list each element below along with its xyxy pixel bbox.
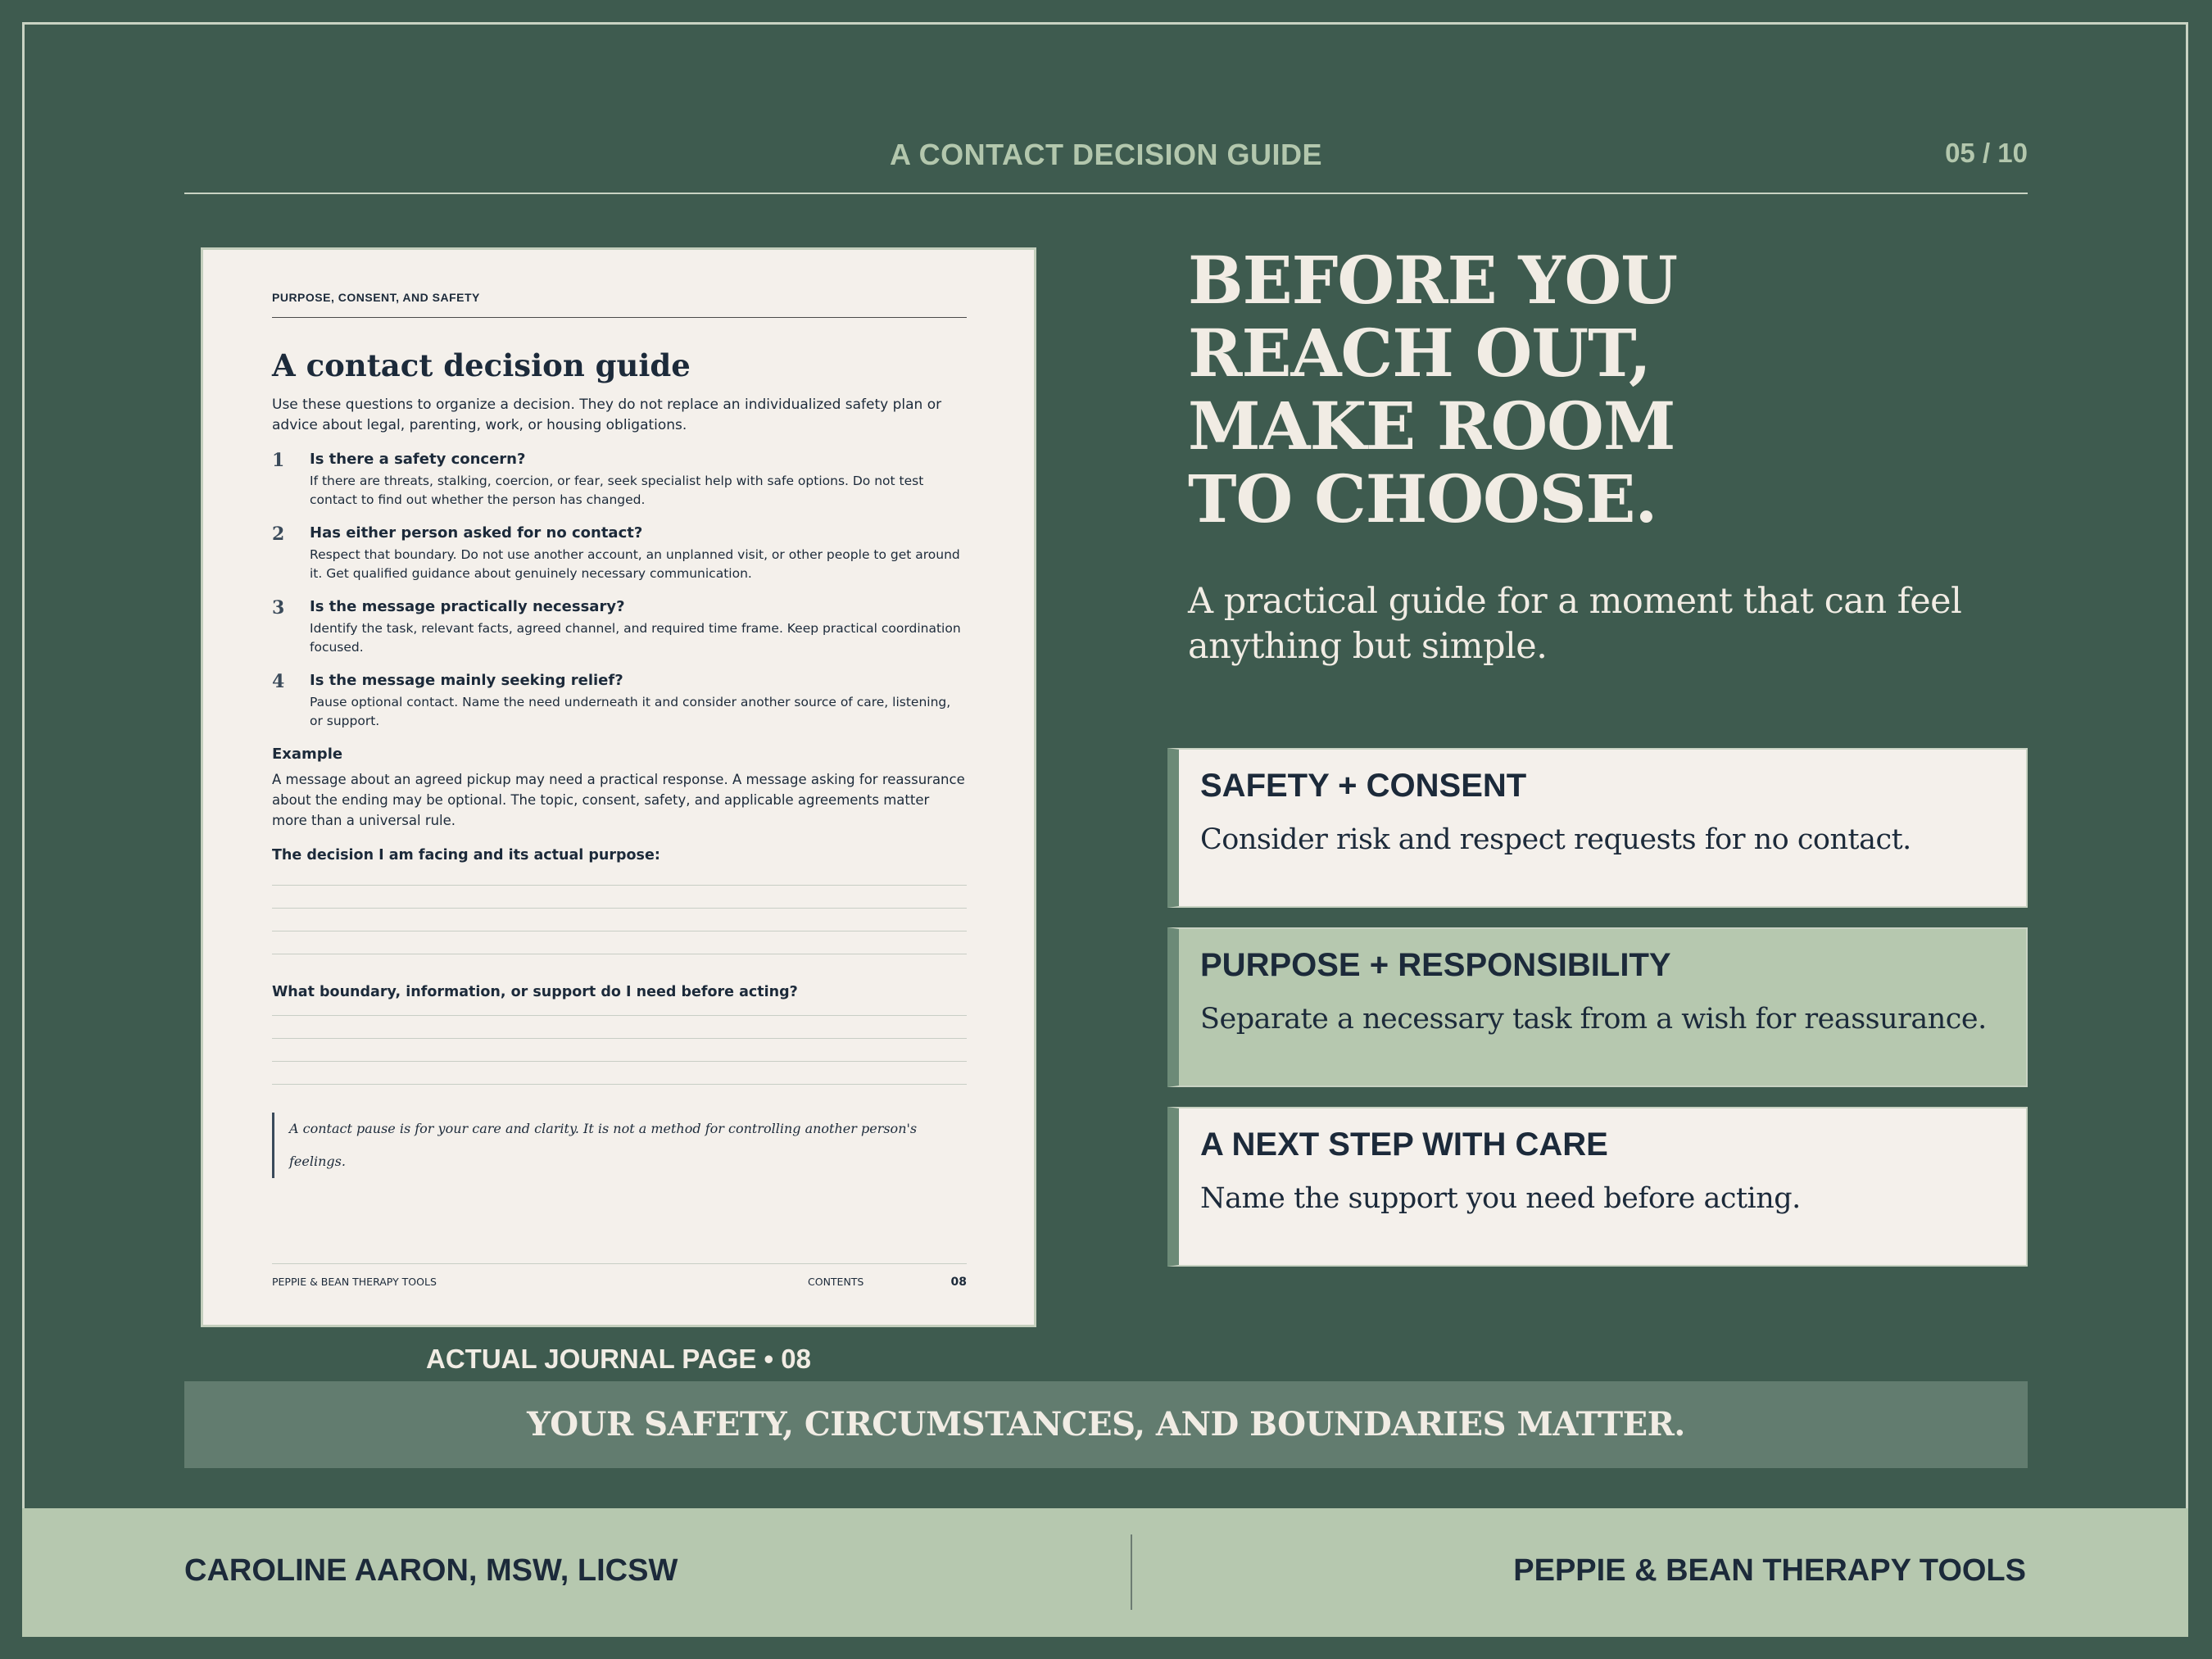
journal-footer-page-number: 08 bbox=[950, 1276, 967, 1289]
question-body: Pause optional contact. Name the need underneath it and consider another source of care, listening, or support. bbox=[310, 695, 951, 728]
question-body: Respect that boundary. Do not use another account, an unplanned visit, or other people to get around it. Get qualified guidance about genuinely necessary communication. bbox=[310, 547, 960, 581]
writing-prompt: The decision I am facing and its actual purpose: bbox=[272, 847, 660, 863]
question-number: 1 bbox=[272, 450, 285, 471]
writing-line bbox=[272, 908, 967, 909]
example-text: A message about an agreed pickup may need a practical response. A message asking for reassurance about the ending may be optional. The topic, consent, safety, and applicable agreements matter more than a universal rule. bbox=[272, 772, 965, 828]
journal-footer-brand: PEPPIE & BEAN THERAPY TOOLS bbox=[272, 1276, 437, 1288]
reassurance-banner: YOUR SAFETY, CIRCUMSTANCES, AND BOUNDARIES MATTER. bbox=[184, 1381, 2028, 1468]
journal-quote: A contact pause is for your care and clarity. It is not a method for controlling another person's feelings. bbox=[272, 1113, 967, 1178]
question-number: 4 bbox=[272, 671, 285, 692]
feature-card-purpose bbox=[1167, 927, 2028, 1087]
journal-kicker: PURPOSE, CONSENT, AND SAFETY bbox=[272, 291, 480, 304]
journal-kicker-rule bbox=[272, 317, 967, 318]
feature-card-body: Name the support you need before acting. bbox=[1200, 1182, 1801, 1215]
feature-card-title: PURPOSE + RESPONSIBILITY bbox=[1200, 947, 1671, 983]
slide-footer bbox=[22, 1508, 2188, 1637]
example-label: Example bbox=[272, 746, 343, 763]
question-body: Identify the task, relevant facts, agreed channel, and required time frame. Keep practical coordination focused. bbox=[310, 621, 961, 655]
question-title: Is the message mainly seeking relief? bbox=[310, 672, 623, 689]
slide-header-title: A CONTACT DECISION GUIDE bbox=[889, 138, 1322, 171]
journal-page-preview bbox=[201, 247, 1036, 1327]
subheadline: A practical guide for a moment that can feel anything but simple. bbox=[1188, 581, 1962, 667]
headline-line: REACH OUT, bbox=[1188, 315, 1651, 392]
writing-line bbox=[272, 885, 967, 886]
writing-line bbox=[272, 1084, 967, 1085]
feature-card-next-step bbox=[1167, 1107, 2028, 1267]
feature-card-safety bbox=[1167, 748, 2028, 908]
journal-intro: Use these questions to organize a decision. They do not replace an individualized safety plan or advice about legal, parenting, work, or housing obligations. bbox=[272, 397, 942, 433]
headline-line: BEFORE YOU bbox=[1188, 242, 1677, 319]
feature-card-body: Separate a necessary task from a wish for reassurance. bbox=[1200, 1003, 1987, 1036]
feature-card-body: Consider risk and respect requests for no contact. bbox=[1200, 823, 1911, 856]
writing-line bbox=[272, 1061, 967, 1062]
writing-line bbox=[272, 1038, 967, 1039]
headline bbox=[1188, 244, 1677, 536]
question-number: 3 bbox=[272, 597, 285, 619]
question-title: Has either person asked for no contact? bbox=[310, 524, 643, 542]
question-body: If there are threats, stalking, coercion, or fear, seek specialist help with safe options. Do not test contact to find out whether the person has changed. bbox=[310, 474, 924, 507]
headline-line: TO CHOOSE. bbox=[1188, 460, 1657, 537]
feature-card-title: A NEXT STEP WITH CARE bbox=[1200, 1126, 1608, 1163]
journal-title: A contact decision guide bbox=[272, 347, 691, 383]
journal-question bbox=[272, 451, 967, 510]
brand-name: PEPPIE & BEAN THERAPY TOOLS bbox=[1513, 1553, 2026, 1588]
writing-prompt: What boundary, information, or support do I need before acting? bbox=[272, 984, 798, 1000]
writing-line bbox=[272, 1015, 967, 1016]
feature-card-title: SAFETY + CONSENT bbox=[1200, 768, 1527, 804]
page-indicator: 05 / 10 bbox=[1945, 138, 2028, 168]
journal-question bbox=[272, 598, 967, 657]
journal-footer-contents: CONTENTS bbox=[808, 1276, 864, 1288]
question-title: Is there a safety concern? bbox=[310, 451, 526, 468]
question-title: Is the message practically necessary? bbox=[310, 598, 625, 615]
headline-line: MAKE ROOM bbox=[1188, 388, 1675, 465]
journal-page-caption: ACTUAL JOURNAL PAGE • 08 bbox=[426, 1344, 811, 1374]
header-divider bbox=[184, 193, 2028, 194]
footer-divider bbox=[1131, 1534, 1132, 1610]
author-credit: CAROLINE AARON, MSW, LICSW bbox=[184, 1553, 678, 1588]
journal-footer bbox=[272, 1263, 967, 1289]
question-number: 2 bbox=[272, 524, 285, 545]
journal-question bbox=[272, 672, 967, 731]
journal-question bbox=[272, 524, 967, 583]
